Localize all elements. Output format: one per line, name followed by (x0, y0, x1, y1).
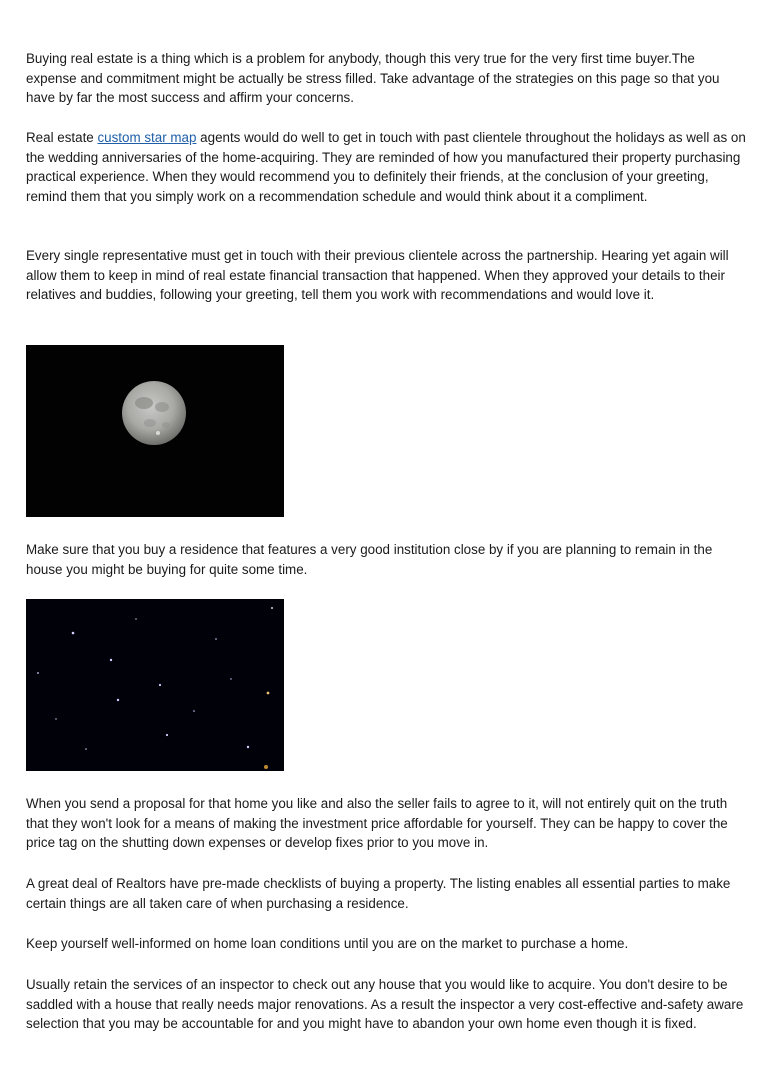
paragraph-2-rest: agents would do well to get in touch with past clientele throughout the holidays as well as on the wedding anniversaries of the home-acquiring. They are reminded of how you manufactured their property purchasing practical experience. When they would recommend you to definitely their friends, at the conclusion of your greeting, remind them that you simply work on a recommendation schedule and would think about it a compliment. (26, 130, 746, 204)
paragraph-2-lead: Real estate (26, 130, 98, 145)
paragraph-7: Keep yourself well-informed on home loan conditions until you are on the market to purchase a home. (26, 936, 629, 951)
custom-star-map-link[interactable]: custom star map (97, 130, 197, 145)
paragraph-4: Make sure that you buy a residence that features a very good institution close by if you are planning to remain in the house you might be buying for quite some time. (26, 542, 713, 577)
paragraph-6: A great deal of Realtors have pre-made checklists of buying a property. The listing enables all essential parties to make certain things are all taken care of when purchasing a residence. (26, 876, 731, 911)
starfield-photo (26, 599, 284, 771)
paragraph-3: Every single representative must get in touch with their previous clientele across the partnership. Hearing yet again will allow them to keep in mind of real estate financial transaction that happened. When they approved your details to their relatives and buddies, following your greeting, tell them you work with recommendations and would love it. (26, 248, 729, 302)
paragraph-1: Buying real estate is a thing which is a problem for anybody, though this very true for the very first time buyer.The expense and commitment might be actually be stress filled. Take advantage of the strategies on this page so that you have by far the most success and affirm your concerns. (26, 51, 720, 105)
paragraph-8: Usually retain the services of an inspector to check out any house that you would like to acquire. You don't desire to be saddled with a house that really needs major renovations. As a result the inspector a very cost-effective and-safety aware selection that you may be accountable for and you might have to abandon your own home even though it is fixed. (26, 977, 744, 1031)
paragraph-5: When you send a proposal for that home you like and also the seller fails to agree to it, will not entirely quit on the truth that they won't look for a means of making the investment price affordable for yourself. They can be happy to cover the price tag on the shutting down expenses or develop fixes prior to you move in. (26, 796, 728, 850)
moon-photo (26, 345, 284, 517)
paragraph-2 (26, 128, 746, 206)
